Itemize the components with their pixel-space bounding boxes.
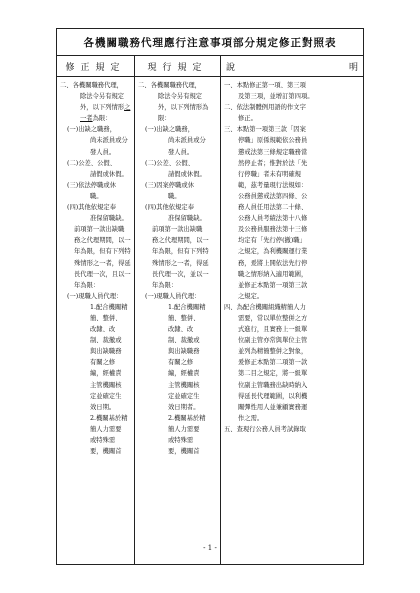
current-line: 殊情形之一者，得延 <box>152 259 209 267</box>
amended-line: 年為限，但有下列特 <box>74 248 131 256</box>
current-line: (四)其他依規定奉 <box>145 204 194 212</box>
amended-line: 發人員。 <box>90 148 116 156</box>
explanation-line: 式進行，且實務上一級單 <box>238 326 308 334</box>
explanation-line: 三、本點第一項第三款「因案 <box>224 126 306 134</box>
amended-line: (三)依法停職或休 <box>67 181 116 189</box>
explanation-line: 之規定，為利機關運行業 <box>238 248 308 256</box>
amended-line: 制、裁撤或 <box>90 337 122 345</box>
explanation-line: 公務人員考績法第十八條 <box>238 215 308 223</box>
current-line: (三)因案停職或休 <box>145 181 194 189</box>
current-line: 發人員。 <box>168 148 194 156</box>
amended-line: 務之代理期間，以一 <box>74 237 131 245</box>
header-explanation-left: 說 <box>226 62 236 73</box>
amended-line: 外，以下列情形之 <box>80 104 131 112</box>
current-line: 外，以下列情形為 <box>158 104 209 112</box>
current-line: 請假或休假。 <box>168 170 206 178</box>
amended-line: 二、各機關職務代理， <box>60 82 123 89</box>
header-explanation <box>221 56 364 77</box>
amended-line: 簡人力需要 <box>90 425 122 433</box>
current-line: 除法令另有規定 <box>158 93 203 101</box>
explanation-line: 一、本點修正第一項、第三項 <box>224 82 306 89</box>
explanation-line: 得延長代理範圍，以利機 <box>238 392 308 400</box>
amended-line: (二)公差、公假、 <box>67 159 116 167</box>
current-line: 制、裁撤或 <box>168 337 200 345</box>
explanation-line: 作之需。 <box>238 414 264 422</box>
current-line: 效日期者。 <box>168 403 200 411</box>
amended-line: 准保留職缺。 <box>90 215 128 223</box>
current-line: 前項第一款出缺職 <box>152 226 203 234</box>
current-line: 長代理一次，並以一 <box>152 270 209 278</box>
current-line: 尚未派員或分 <box>168 137 206 145</box>
amended-line: 長代理一次，且以一 <box>74 270 131 278</box>
explanation-line: 範，茲考量現行法規如： <box>238 181 308 189</box>
explanation-line: 並修正本點第一項第三款 <box>238 281 308 289</box>
current-line: 二、各機關職務代理， <box>138 82 201 89</box>
current-line: 職。 <box>168 192 181 200</box>
page-number: - 1 - <box>203 544 217 552</box>
current-line: 年為限： <box>152 281 178 289</box>
amended-line: (四)其他依規定奉 <box>67 204 116 212</box>
amended-line: 編，經權責 <box>90 370 122 378</box>
current-line: 年為限，但有下列特 <box>152 248 209 256</box>
explanation-text <box>221 77 363 435</box>
current-provisions-text <box>135 77 220 457</box>
amended-provisions-cell <box>57 77 135 565</box>
current-line: 務之代理期間，以一 <box>152 237 209 245</box>
current-line: 編，經權責 <box>168 370 200 378</box>
current-line: (一)現職人員代理： <box>145 292 201 300</box>
explanation-line: 公務員懲戒法第四條、公 <box>238 192 308 200</box>
explanation-line: 然停止者；惟對於法「先 <box>238 159 308 167</box>
header-explanation-right: 明 <box>349 62 359 73</box>
amended-line: 有關之修 <box>90 359 116 367</box>
explanation-line: 及第三項，並增訂第四項。 <box>238 93 314 101</box>
current-line: 主管機關核 <box>168 381 200 389</box>
explanation-line: 第二目之規定，將一級單 <box>238 370 308 378</box>
current-line: 定並確定生 <box>168 392 200 400</box>
amended-line: 除法令另有規定 <box>80 93 125 101</box>
amended-line: 2.機關基於精 <box>90 414 128 422</box>
header-current-label: 現行規定 <box>147 62 208 73</box>
header-amended <box>57 56 135 77</box>
amended-line: 尚未派員或分 <box>90 137 128 145</box>
amended-line: (一)出缺之職務， <box>67 126 116 134</box>
current-line: (二)公差、公假、 <box>145 159 194 167</box>
explanation-line: 行停職」者未有明確規 <box>238 170 301 178</box>
amended-line: (一)現職人員代理： <box>67 292 123 300</box>
current-line: 與出缺職務 <box>168 348 200 356</box>
amended-line: 或特殊需 <box>90 437 116 444</box>
amended-line: 年為限： <box>74 281 100 289</box>
header-current <box>135 56 221 77</box>
amended-line: 與出缺職務 <box>90 348 122 356</box>
current-line: 1.配合機關精 <box>168 303 206 311</box>
explanation-line: 四、為配合機關組織精簡人力 <box>224 303 306 311</box>
explanation-line: 務，爰將上開依法先行停 <box>238 259 308 267</box>
explanation-line: 並列為精簡整併之對象， <box>238 348 308 356</box>
amended-line: 定並確定生 <box>90 392 122 400</box>
amended-line: 效日期。 <box>90 403 116 411</box>
current-line: 有關之修 <box>168 359 194 367</box>
amended-line: 職。 <box>90 192 103 200</box>
explanation-cell <box>221 77 364 565</box>
amended-line: 殊情形之一者，得延 <box>74 259 131 267</box>
amended-line: 要，機關首 <box>90 448 122 456</box>
amended-line: 改隸、改 <box>90 326 116 334</box>
explanation-line: 之規定。 <box>238 292 264 300</box>
document-title: 各機關職務代理應行注意事項部分規定修正對照表 <box>57 29 364 56</box>
current-line: (一)出缺之職務， <box>145 126 194 134</box>
explanation-line: 修正。 <box>238 115 257 123</box>
current-provisions-cell <box>135 77 221 565</box>
explanation-line: 位副主管亦常與單位主管 <box>238 337 308 345</box>
current-line: 2.機關基於精 <box>168 414 206 422</box>
current-line: 准保留職缺。 <box>168 215 206 223</box>
current-line: 或特殊需 <box>168 437 194 444</box>
explanation-line: 停職」原係規範依公務員 <box>238 137 308 145</box>
explanation-line: 二、依法制體例用語的作文字 <box>224 104 306 112</box>
current-line: 限： <box>158 115 171 123</box>
amended-line: 一者為限： <box>80 115 112 123</box>
explanation-line: 均定有「先行停(撤)職」 <box>238 237 306 245</box>
current-line: 簡人力需要 <box>168 425 200 433</box>
current-line: 簡、整併、 <box>168 314 200 322</box>
amended-provisions-text <box>57 77 134 457</box>
explanation-line: 關彈性用人並兼顧實務運 <box>238 403 308 411</box>
amended-line: 請假或休假。 <box>90 170 128 178</box>
explanation-line: 及公務員服務法第十三條 <box>238 226 308 234</box>
explanation-line: 爰修正本點第二項第一款 <box>238 359 308 367</box>
amended-line: 簡、整併、 <box>90 314 122 322</box>
explanation-line: 職之情形納入適用範圍， <box>238 270 308 278</box>
amended-line: 主管機關核 <box>90 381 122 389</box>
explanation-line: 務人員任用法第二十條、 <box>238 204 308 212</box>
explanation-line: 五、查現行公務人員考試錄取 <box>224 425 306 433</box>
header-amended-label: 修正規定 <box>65 62 126 73</box>
comparison-table <box>56 28 364 565</box>
current-line: 改隸、改 <box>168 326 194 334</box>
amended-line: 1.配合機關精 <box>90 303 128 311</box>
explanation-line: 懲戒法第三條規定職務當 <box>238 148 308 156</box>
amended-line: 前項第一款出缺職 <box>74 226 125 234</box>
explanation-line: 需要，常以單位整併之方 <box>238 314 308 322</box>
current-line: 要，機關首 <box>168 448 200 456</box>
explanation-line: 位副主管職務出缺時納入 <box>238 381 308 389</box>
